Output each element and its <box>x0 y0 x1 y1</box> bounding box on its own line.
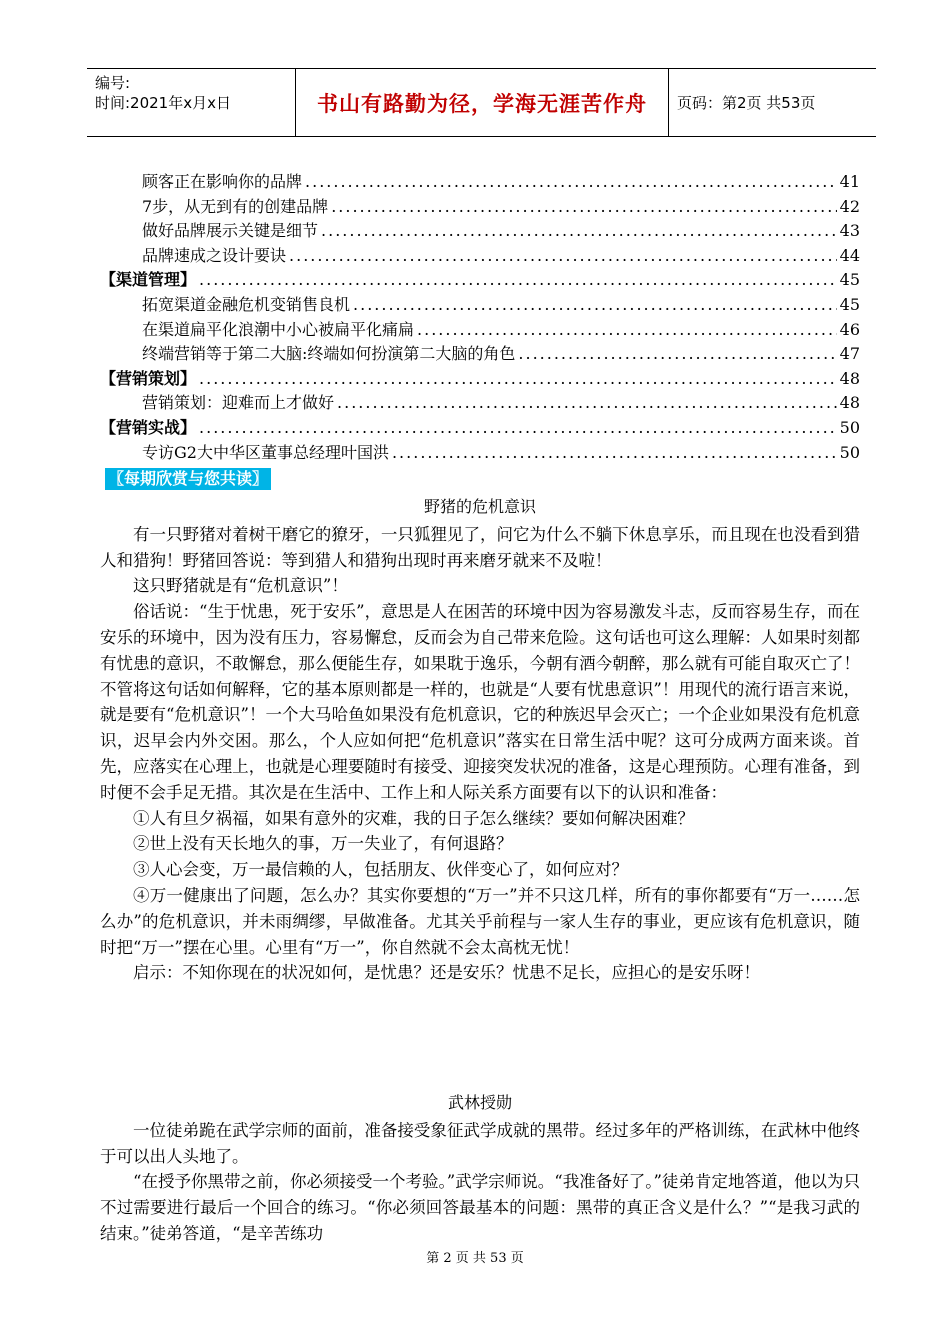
toc-entry[interactable] <box>100 243 860 268</box>
story-wild-boar <box>100 494 860 986</box>
toc-leader-dots <box>353 295 837 314</box>
header-page-info: 页码：第2页 共53页 <box>677 94 816 112</box>
toc-leader-dots <box>331 197 836 216</box>
toc-entry-title: 品牌速成之设计要诀 <box>142 245 287 265</box>
story-paragraph: 一位徒弟跪在武学宗师的面前，准备接受象征武学成就的黑带。经过多年的严格训练，在武林中他终于可以出人头地了。 <box>100 1120 860 1166</box>
toc-entry[interactable] <box>100 366 860 391</box>
story-body <box>100 1118 860 1247</box>
toc-entry[interactable] <box>100 267 860 292</box>
toc-entry-page: 42 <box>839 196 860 216</box>
toc-entry-page: 41 <box>839 172 860 191</box>
toc-entry[interactable] <box>100 390 860 415</box>
toc-entry-page: 46 <box>839 319 860 339</box>
toc-entry[interactable] <box>100 341 860 366</box>
toc-entry[interactable] <box>100 440 860 465</box>
story-paragraph: ①人有旦夕祸福，如果有意外的灾难，我的日子怎么继续？要如何解决困难？ <box>133 808 694 828</box>
toc-entry[interactable] <box>100 169 860 194</box>
toc-entry-page: 43 <box>839 221 860 241</box>
story-paragraph: 这只野猪就是有“危机意识”！ <box>133 576 348 596</box>
toc-leader-dots <box>289 246 837 265</box>
toc-entry-title: 7步，从无到有的创建品牌 <box>142 196 329 216</box>
toc-entry[interactable] <box>100 415 860 440</box>
toc-entry[interactable] <box>100 194 860 219</box>
toc-entry[interactable] <box>100 218 860 243</box>
header-motto: 书山有路勤为径，学海无涯苦作舟 <box>295 69 669 136</box>
toc-leader-dots <box>392 443 837 462</box>
toc-leader-dots <box>199 418 837 437</box>
document-time: 时间:2021年x月x日 <box>95 94 231 112</box>
toc-entry-title: 专访G2大中华区董事总经理叶国洪 <box>142 442 389 462</box>
story-paragraph: 启示：不知你现在的状况如何，是忧患？还是安乐？忧患不足长，应担心的是安乐呀！ <box>133 963 760 983</box>
toc-entry-page: 48 <box>839 393 860 413</box>
reading-banner: 〖每期欣赏与您共读〗 <box>105 468 271 490</box>
toc-leader-dots <box>305 172 837 191</box>
toc-entry[interactable] <box>100 317 860 342</box>
story-title: 武林授勋 <box>447 1093 512 1112</box>
story-paragraph: ②世上没有天长地久的事，万一失业了，有何退路？ <box>133 834 513 854</box>
toc-entry[interactable] <box>100 292 860 317</box>
toc-entry-title: 做好品牌展示关键是细节 <box>142 221 319 241</box>
toc-entry-page: 47 <box>839 344 860 364</box>
story-martial-arts <box>100 1090 860 1247</box>
table-of-contents <box>100 169 860 464</box>
toc-entry-title: 【渠道管理】 <box>100 270 197 290</box>
toc-leader-dots <box>321 221 837 240</box>
toc-leader-dots <box>199 270 837 289</box>
toc-leader-dots <box>199 369 837 388</box>
toc-entry-page: 45 <box>839 270 860 290</box>
toc-entry-title: 【营销实战】 <box>100 417 197 437</box>
toc-entry-page: 50 <box>839 442 860 462</box>
toc-entry-page: 50 <box>839 417 860 437</box>
toc-entry-title: 顾客正在影响你的品牌 <box>142 172 303 191</box>
document-number: 编号: <box>95 74 131 92</box>
story-body <box>100 522 860 986</box>
story-title: 野猪的危机意识 <box>423 497 536 516</box>
toc-leader-dots <box>417 320 837 339</box>
story-paragraph: ④万一健康出了问题，怎么办？其实你要想的“万一”并不只这几样，所有的事你都要有“万一……怎么办”的危机意识，并未雨绸缪，早做准备。尤其关乎前程与一家人生存的事业，更应该有危机意识，随时把“万一”摆在心里。心里有“万一”，你自然就不会太高枕无忧！ <box>100 885 860 957</box>
toc-entry-page: 45 <box>839 294 860 314</box>
page-header <box>87 68 876 137</box>
toc-entry-title: 在渠道扁平化浪潮中小心被扁平化痛扁 <box>142 319 415 339</box>
toc-entry-page: 44 <box>839 245 860 265</box>
toc-leader-dots <box>518 344 836 363</box>
story-paragraph: 俗话说：“生于忧患，死于安乐”，意思是人在困苦的环境中因为容易激发斗志，反而容易生存，而在安乐的环境中，因为没有压力，容易懈怠，反而会为自己带来危险。这句话也可这么理解：人如果时刻都有忧患的意识，不敢懈怠，那么便能生存，如果耽于逸乐，今朝有酒今朝醉，那么就有可能自取灭亡了！不管将这句话如何解释，它的基本原则都是一样的，也就是“人要有忧患意识”！用现代的流行语言来说，就是要有“危机意识”！一个大马哈鱼如果没有危机意识，它的种族迟早会灭亡；一个企业如果没有危机意识，迟早会内外交困。那么，个人应如何把“危机意识”落实在日常生活中呢？这可分成两方面来谈。首先，应落实在心理上，也就是心理要随时有接受、迎接突发状况的准备，这是心理预防。心理有准备，到时便不会手足无措。其次是在生活中、工作上和人际关系方面要有以下的认识和准备： <box>100 602 860 802</box>
story-paragraph: 有一只野猪对着树干磨它的獠牙，一只狐狸见了，问它为什么不躺下休息享乐，而且现在也没看到猎人和猎狗！野猪回答说：等到猎人和猎狗出现时再来磨牙就来不及啦！ <box>100 524 860 570</box>
header-meta <box>87 69 295 136</box>
story-paragraph: “在授予你黑带之前，你必须接受一个考验。”武学宗师说。“我准备好了。”徒弟肯定地答道，他以为只不过需要进行最后一个回合的练习。“你必须回答最基本的问题：黑带的真正含义是什么？”“是我习武的结束。”徒弟答道，“是辛苦练功 <box>100 1172 860 1243</box>
toc-entry-title: 拓宽渠道金融危机变销售良机 <box>142 294 351 314</box>
toc-entry-title: 营销策划：迎难而上才做好 <box>142 393 335 413</box>
toc-entry-page: 48 <box>839 368 860 388</box>
story-paragraph: ③人心会变，万一最信赖的人，包括朋友、伙伴变心了，如何应对？ <box>133 860 628 880</box>
toc-entry-title: 终端营销等于第二大脑:终端如何扮演第二大脑的角色 <box>142 344 516 364</box>
toc-entry-title: 【营销策划】 <box>100 368 197 388</box>
page-footer: 第 2 页 共 53 页 <box>426 1251 524 1266</box>
toc-leader-dots <box>337 393 837 412</box>
